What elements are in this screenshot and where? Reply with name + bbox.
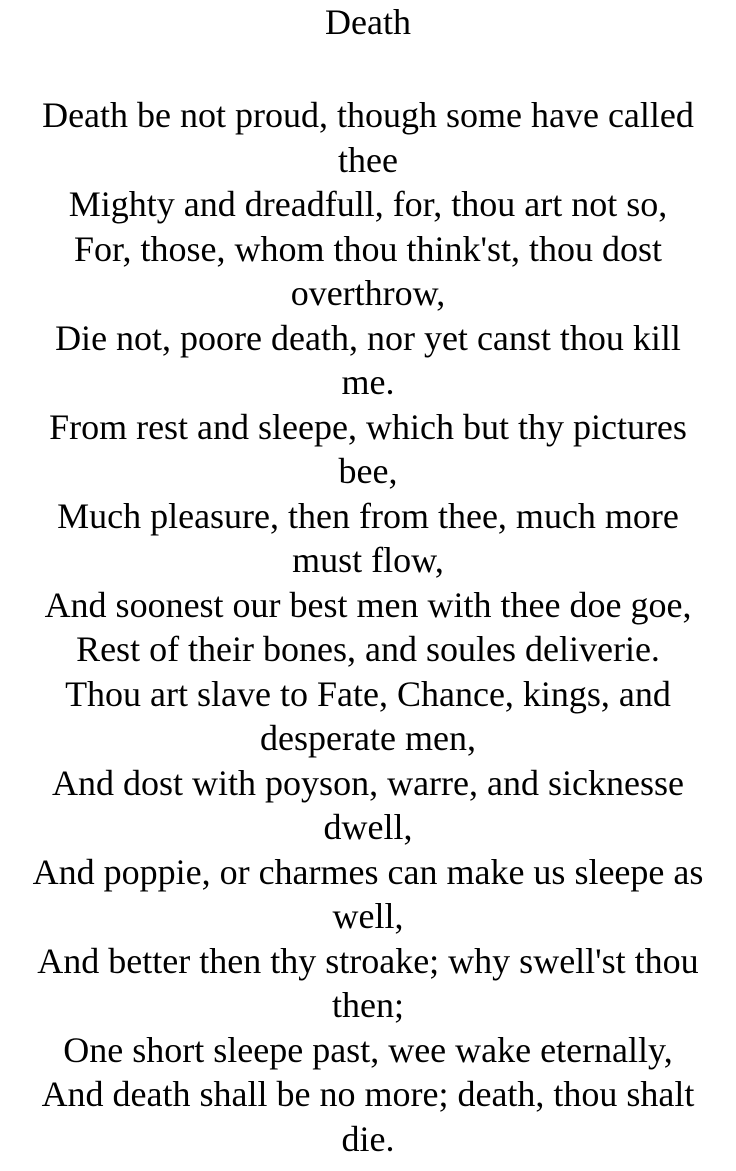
poem-line: One short sleepe past, wee wake eternally, (63, 1029, 673, 1070)
poem-line: well, (332, 896, 404, 936)
poem-title: Death (325, 2, 411, 42)
poem-line: And better then thy stroake; why swell'st thou (37, 940, 699, 981)
poem-line: And soonest our best men with thee doe goe, (44, 584, 692, 625)
poem-line: Death be not proud, though some have called (42, 95, 694, 135)
poem-line: For, those, whom thou think'st, thou dost (73, 228, 663, 269)
poem-body (0, 93, 736, 1161)
poem-line: must flow, (292, 540, 444, 580)
poem-line: me. (341, 362, 395, 402)
poem-line: Mighty and dreadfull, for, thou art not so, (68, 184, 668, 224)
poem-line: From rest and sleepe, which but thy pictures (49, 406, 687, 447)
poem-line: dwell, (323, 807, 413, 847)
poem-line: And poppie, or charmes can make us sleepe as (32, 851, 704, 892)
poem-line: Die not, poore death, nor yet canst thou kill (55, 317, 681, 358)
poem-line: Rest of their bones, and soules deliverie. (76, 629, 660, 669)
poem-line: Much pleasure, then from thee, much more (57, 495, 679, 536)
poem-line: overthrow, (290, 273, 446, 313)
poem-line: And death shall be no more; death, thou shalt (41, 1074, 695, 1114)
poem-line: bee, (338, 451, 398, 491)
poem-line: desperate men, (260, 718, 476, 758)
poem-line: thee (338, 139, 398, 180)
poem-line: die. (341, 1118, 395, 1159)
poem-line: And dost with poyson, warre, and sicknesse (52, 762, 684, 803)
poem-line: then; (332, 985, 404, 1025)
poem-line: Thou art slave to Fate, Chance, kings, and (65, 673, 671, 714)
